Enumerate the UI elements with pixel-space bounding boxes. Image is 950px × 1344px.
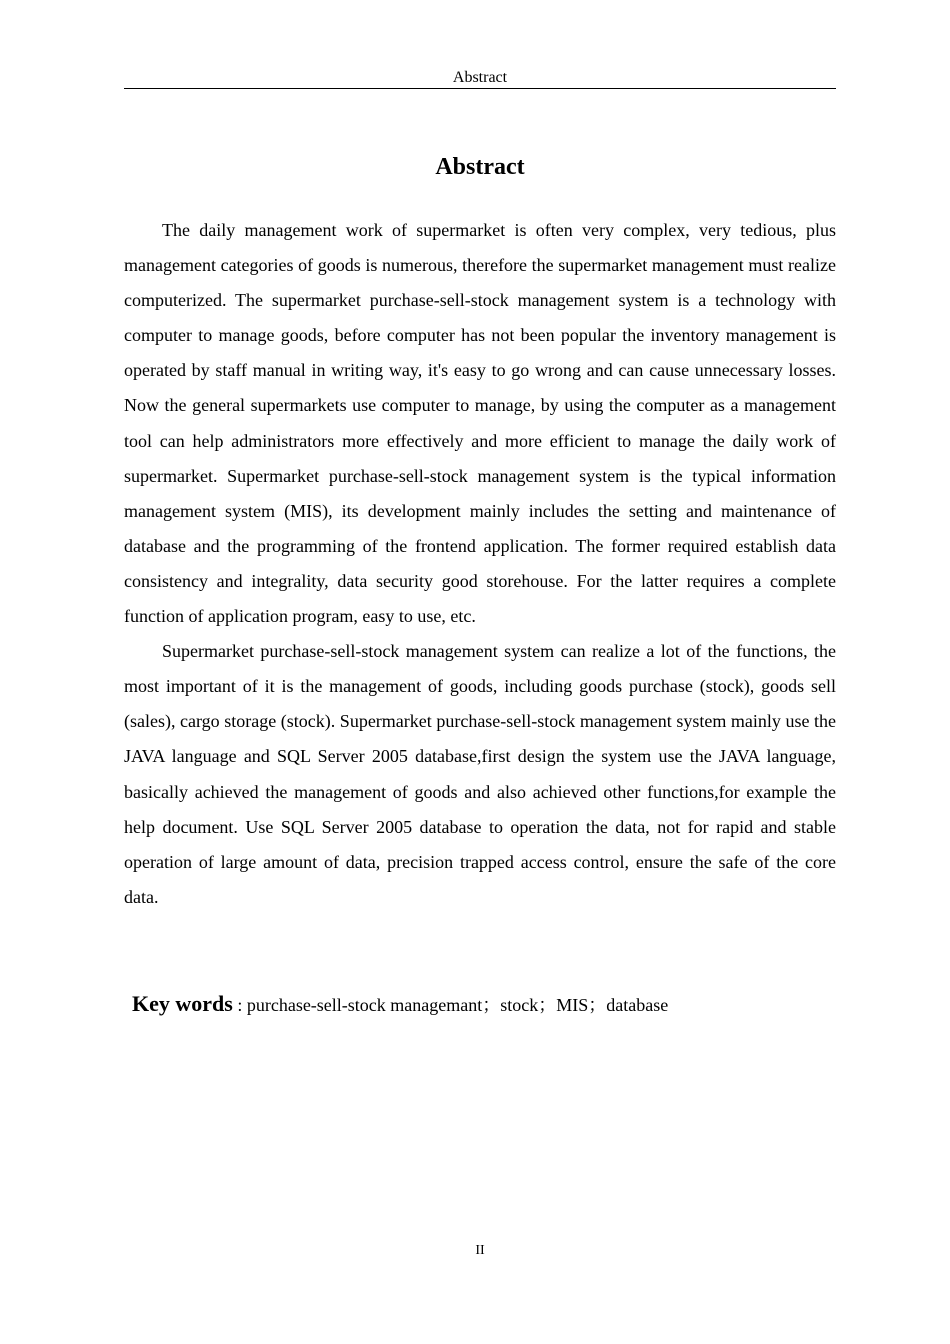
keywords-separator: :: [232, 995, 247, 1015]
keywords-label: Key words: [132, 991, 233, 1016]
abstract-paragraph-1: The daily management work of supermarket is often very complex, very tedious, plus management categories of goods is numerous, therefore the supermarket management must realize computerized. The supermarket purchase-sell-stock management system is a technology with computer to manage goods, before computer has not been popular the inventory management is operated by staff manual in writing way, it's easy to go wrong and can cause unnecessary losses. Now the general supermarkets use computer to manage, by using the computer as a management tool can help administrators more effectively and more efficient to manage the daily work of supermarket. Supermarket purchase-sell-stock management system is the typical information management system (MIS), its development mainly includes the setting and maintenance of database and the programming of the frontend application. The former required establish data consistency and integrality, data security good storehouse. For the latter requires a complete function of application program, easy to use, etc.: [124, 220, 836, 627]
page-title: Abstract: [435, 154, 525, 180]
page-number: II: [475, 1243, 485, 1258]
keywords-list: purchase-sell-stock managemant；stock；MIS；database: [246, 995, 669, 1015]
running-header: Abstract: [452, 69, 508, 86]
abstract-body: [124, 213, 836, 915]
abstract-paragraph-2: Supermarket purchase-sell-stock management system can realize a lot of the functions, the most important of it is the management of goods, including goods purchase (stock), goods sell (sales), cargo storage (stock). Supermarket purchase-sell-stock management system mainly use the JAVA language and SQL Server 2005 database,first design the system use the JAVA language, basically achieved the management of goods and also achieved other functions,for example the help document. Use SQL Server 2005 database to operation the data, not for rapid and stable operation of large amount of data, precision trapped access control, ensure the safe of the core data.: [124, 641, 836, 907]
header-divider: [124, 88, 836, 89]
keywords-line: [132, 986, 836, 1023]
